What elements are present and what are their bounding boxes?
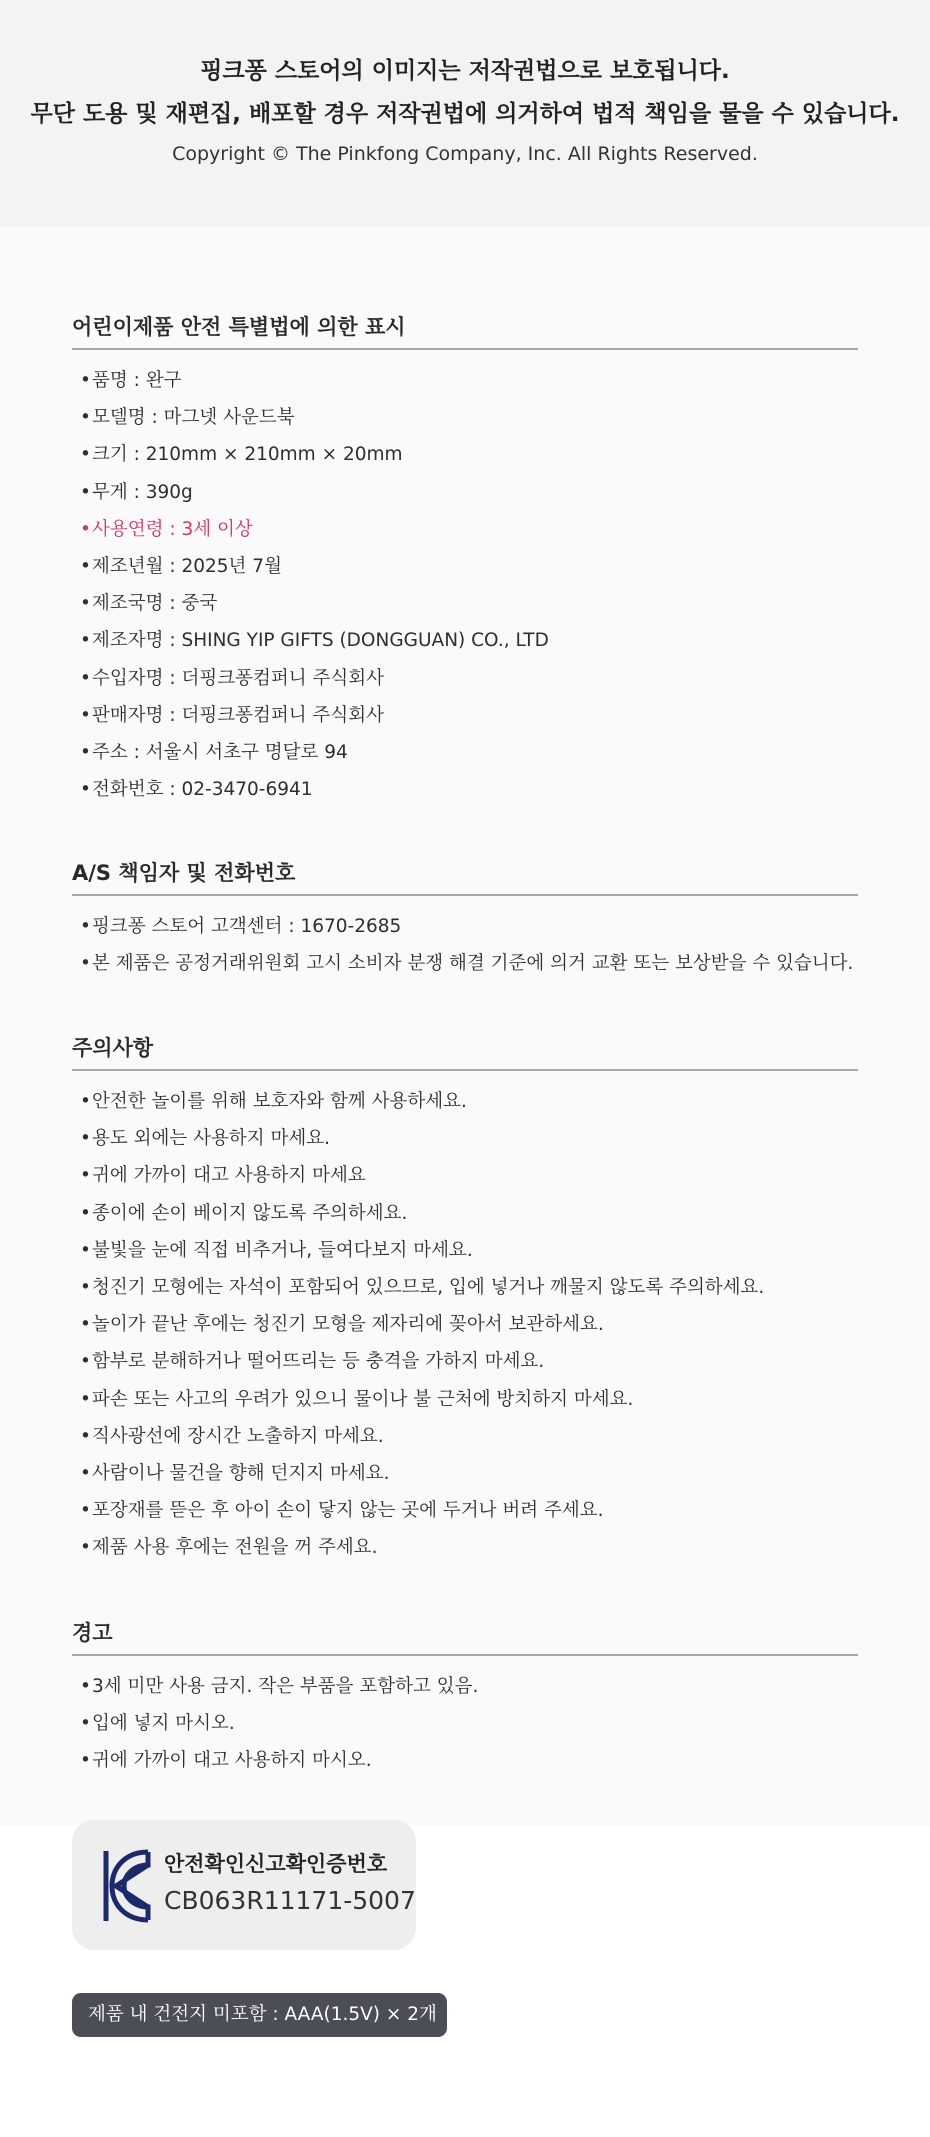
- section-safety-labeling: [72, 304, 858, 808]
- list-item: [72, 1529, 858, 1566]
- list-item: [72, 697, 858, 734]
- bullet-icon: •: [80, 1128, 91, 1150]
- bullet-icon: •: [80, 481, 91, 503]
- bullet-icon: •: [80, 1425, 91, 1447]
- list-item-text: 사람이나 물건을 향해 던지지 마세요.: [92, 1462, 390, 1484]
- section-title: 주의사항: [72, 1025, 858, 1071]
- list-item: [72, 436, 858, 473]
- list-item: [72, 908, 858, 945]
- list-item-text: 무게 : 390g: [92, 481, 193, 503]
- list-item-text: 포장재를 뜯은 후 아이 손이 닿지 않는 곳에 두거나 버려 주세요.: [92, 1500, 604, 1522]
- bullet-icon: •: [80, 1713, 91, 1735]
- section-precautions: [72, 1025, 858, 1566]
- bullet-icon: •: [80, 518, 91, 540]
- list-item: [72, 945, 858, 982]
- list-item-text: 함부로 분해하거나 떨어뜨리는 등 충격을 가하지 마세요.: [92, 1351, 545, 1373]
- list-item: [72, 548, 858, 585]
- bullet-icon: •: [80, 1239, 91, 1261]
- info-list: [72, 362, 858, 808]
- list-item-text: 종이에 손이 베이지 않도록 주의하세요.: [92, 1202, 408, 1224]
- bullet-icon: •: [80, 630, 91, 652]
- list-item-text: 귀에 가까이 대고 사용하지 마세요: [92, 1165, 366, 1187]
- bullet-icon: •: [80, 1462, 91, 1484]
- list-item: [72, 1668, 858, 1705]
- copyright-statement: Copyright © The Pinkfong Company, Inc. All Rights Reserved.: [172, 143, 758, 165]
- list-item-text: 주소 : 서울시 서초구 명달로 94: [92, 741, 348, 763]
- list-item: [72, 1381, 858, 1418]
- section-title: 경고: [72, 1610, 858, 1656]
- copyright-notice-line1: 핑크퐁 스토어의 이미지는 저작권법으로 보호됩니다.: [200, 58, 730, 84]
- kc-mark-icon: [102, 1849, 152, 1923]
- list-item: [72, 1083, 858, 1120]
- list-item-text: 본 제품은 공정거래위원회 고시 소비자 분쟁 해결 기준에 의거 교환 또는 보상받을 수 있습니다.: [92, 953, 854, 975]
- bullet-icon: •: [80, 370, 91, 391]
- list-item-text: 수입자명 : 더핑크퐁컴퍼니 주식회사: [92, 667, 384, 689]
- list-item: [72, 771, 858, 808]
- copyright-notice-line2: 무단 도용 및 재편집, 배포할 경우 저작권법에 의거하여 법적 책임을 물을 수 있습니다.: [30, 101, 900, 127]
- bullet-icon: •: [80, 1351, 91, 1373]
- list-item-text: 직사광선에 장시간 노출하지 마세요.: [92, 1425, 384, 1447]
- section-warning: [72, 1610, 858, 1780]
- battery-note-badge: 제품 내 건전지 미포함 : AAA(1.5V) × 2개: [72, 1993, 447, 2037]
- list-item: [72, 1157, 858, 1194]
- bullet-icon: •: [80, 1202, 91, 1224]
- list-item-text: 제품 사용 후에는 전원을 꺼 주세요.: [92, 1537, 378, 1559]
- list-item-text: 사용연령 : 3세 이상: [92, 518, 253, 540]
- list-item-text: 청진기 모형에는 자석이 포함되어 있으므로, 입에 넣거나 깨물지 않도록 주의하세요.: [92, 1276, 765, 1298]
- list-item-text: 제조국명 : 중국: [92, 593, 218, 615]
- bullet-icon: •: [80, 555, 91, 577]
- list-item: [72, 1269, 858, 1306]
- info-list: [72, 1083, 858, 1566]
- list-item-text: 제조년월 : 2025년 7월: [92, 555, 282, 577]
- bullet-icon: •: [80, 1388, 91, 1410]
- list-item: [72, 399, 858, 436]
- info-list: [72, 908, 858, 982]
- bullet-icon: •: [80, 667, 91, 689]
- bullet-icon: •: [80, 704, 91, 726]
- bullet-icon: •: [80, 741, 91, 763]
- bullet-icon: •: [80, 1676, 91, 1697]
- bullet-icon: •: [80, 1091, 91, 1112]
- list-item-text: 용도 외에는 사용하지 마세요.: [92, 1128, 330, 1150]
- list-item: [72, 660, 858, 697]
- list-item-text: 파손 또는 사고의 우려가 있으니 물이나 불 근처에 방치하지 마세요.: [92, 1388, 634, 1410]
- list-item-text: 놀이가 끝난 후에는 청진기 모형을 제자리에 꽂아서 보관하세요.: [92, 1314, 604, 1336]
- list-item: [72, 1120, 858, 1157]
- bullet-icon: •: [80, 1276, 91, 1298]
- list-item: [72, 622, 858, 659]
- list-item-text: 귀에 가까이 대고 사용하지 마시오.: [92, 1750, 372, 1772]
- bullet-icon: •: [80, 407, 91, 429]
- bullet-icon: •: [80, 1537, 91, 1559]
- info-list: [72, 1668, 858, 1780]
- section-title: 어린이제품 안전 특별법에 의한 표시: [72, 304, 858, 350]
- bullet-icon: •: [80, 1314, 91, 1336]
- list-item-text: 불빛을 눈에 직접 비추거나, 들여다보지 마세요.: [92, 1239, 473, 1261]
- bullet-icon: •: [80, 593, 91, 615]
- bullet-icon: •: [80, 1750, 91, 1772]
- bullet-icon: •: [80, 953, 91, 975]
- list-item: [72, 1492, 858, 1529]
- list-item-text: 핑크퐁 스토어 고객센터 : 1670-2685: [92, 916, 402, 937]
- bullet-icon: •: [80, 1500, 91, 1522]
- list-item-text: 전화번호 : 02-3470-6941: [92, 779, 313, 801]
- list-item-text: 크기 : 210mm × 210mm × 20mm: [92, 444, 403, 466]
- list-item: [72, 1232, 858, 1269]
- list-item-text: 품명 : 완구: [92, 370, 182, 391]
- bullet-icon: •: [80, 1165, 91, 1187]
- list-item: [72, 1742, 858, 1779]
- list-item-text: 3세 미만 사용 금지. 작은 부품을 포함하고 있음.: [92, 1676, 479, 1697]
- list-item: [72, 1705, 858, 1742]
- list-item: [72, 734, 858, 771]
- kc-certification-box: [72, 1820, 416, 1950]
- list-item-text: 안전한 놀이를 위해 보호자와 함께 사용하세요.: [92, 1091, 467, 1112]
- list-item: [72, 1306, 858, 1343]
- list-item: [72, 1418, 858, 1455]
- bullet-icon: •: [80, 444, 91, 466]
- list-item: [72, 1195, 858, 1232]
- list-item: [72, 362, 858, 399]
- bullet-icon: •: [80, 916, 91, 937]
- list-item: [72, 585, 858, 622]
- list-item: [72, 1343, 858, 1380]
- copyright-banner: [0, 0, 930, 226]
- list-item: [72, 511, 858, 548]
- list-item-text: 모델명 : 마그넷 사운드북: [92, 407, 295, 429]
- list-item-text: 제조자명 : SHING YIP GIFTS (DONGGUAN) CO., LTD: [92, 630, 549, 652]
- certification-title: 안전확인신고확인증번호: [164, 1852, 388, 1876]
- certification-number: CB063R11171-5007: [164, 1886, 416, 1915]
- section-after-service: [72, 850, 858, 982]
- bullet-icon: •: [80, 779, 91, 801]
- list-item: [72, 474, 858, 511]
- list-item-text: 판매자명 : 더핑크퐁컴퍼니 주식회사: [92, 704, 384, 726]
- list-item-text: 입에 넣지 마시오.: [92, 1713, 235, 1735]
- section-title: A/S 책임자 및 전화번호: [72, 850, 858, 896]
- list-item: [72, 1455, 858, 1492]
